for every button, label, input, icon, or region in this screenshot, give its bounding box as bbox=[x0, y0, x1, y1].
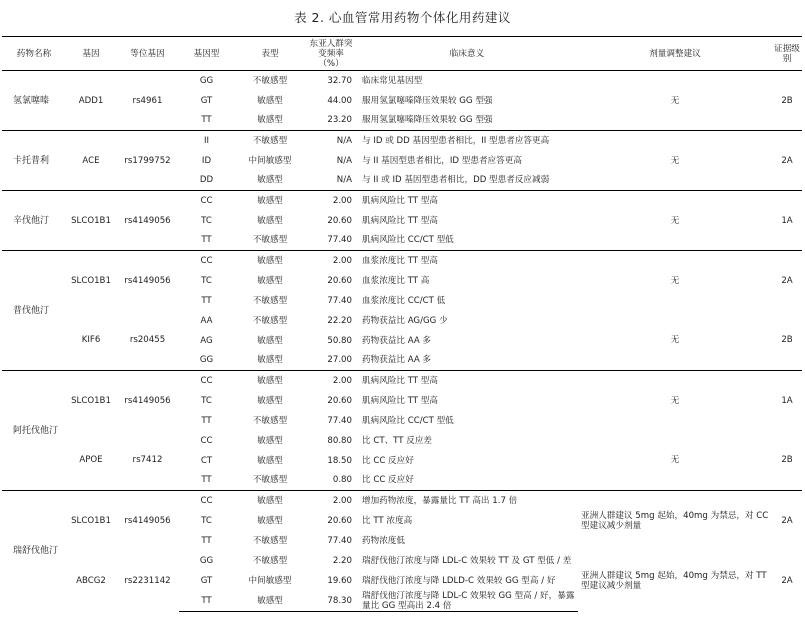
dose-advice-cell: 无 bbox=[578, 371, 772, 431]
locus-cell: rs4149056 bbox=[116, 491, 179, 551]
gene-cell: SLCO1B1 bbox=[66, 251, 116, 311]
frequency-cell: 27.00 bbox=[327, 355, 352, 366]
gene-cell: ABCG2 bbox=[76, 575, 106, 586]
table-row bbox=[2, 71, 802, 91]
genotype-cell: TT bbox=[201, 415, 212, 426]
phenotype-cell: 敏感型 bbox=[234, 251, 306, 271]
genotype-cell: TC bbox=[201, 395, 212, 406]
genotype-cell: TT bbox=[201, 115, 212, 126]
table-body bbox=[2, 71, 802, 612]
frequency-cell: N/A bbox=[336, 175, 352, 186]
genotype-cell: ID bbox=[201, 155, 212, 166]
frequency-cell: 2.00 bbox=[306, 491, 356, 511]
clinical-meaning-cell: 血浆浓度比 TT 型高 bbox=[356, 251, 578, 271]
clinical-meaning-cell: 瑞舒伐他汀浓度与降 LDLD-C 效果较 GG 型高 / 好 bbox=[362, 575, 556, 586]
frequency-cell: N/A bbox=[306, 131, 356, 151]
table-row bbox=[2, 491, 802, 511]
frequency-cell: 77.40 bbox=[327, 235, 352, 246]
clinical-meaning-cell: 肌病风险比 TT 型高 bbox=[362, 395, 438, 406]
evidence-level-cell: 2B bbox=[772, 71, 802, 131]
phenotype-cell: 敏感型 bbox=[257, 355, 283, 366]
frequency-cell: 18.50 bbox=[327, 455, 352, 466]
frequency-cell: 80.80 bbox=[327, 435, 352, 446]
genotype-cell: GG bbox=[199, 555, 214, 566]
phenotype-cell: 中间敏感型 bbox=[248, 575, 292, 586]
dose-advice-cell: 亚洲人群建议 5mg 起始，40mg 为禁忌，对 TT 型建议减少剂量 bbox=[581, 570, 767, 591]
frequency-cell: 22.20 bbox=[327, 315, 352, 326]
clinical-meaning-cell: 与 II 基因型患者相比，ID 型患者应答更高 bbox=[362, 155, 522, 166]
header-clinical-meaning: 临床意义 bbox=[356, 37, 578, 71]
genotype-cell: GG bbox=[179, 71, 234, 91]
dose-advice-cell: 无 bbox=[578, 251, 772, 311]
phenotype-cell: 不敏感型 bbox=[252, 475, 288, 486]
evidence-level-cell: 2B bbox=[781, 335, 793, 346]
locus-cell: rs4961 bbox=[116, 71, 179, 131]
drug-name-cell: 辛伐他汀 bbox=[2, 191, 66, 251]
phenotype-cell: 不敏感型 bbox=[252, 235, 288, 246]
phenotype-cell: 敏感型 bbox=[257, 115, 283, 126]
phenotype-cell: 不敏感型 bbox=[252, 555, 288, 566]
genotype-cell: AA bbox=[200, 315, 213, 326]
drug-name-cell: 普伐他汀 bbox=[2, 251, 66, 371]
drug-name-cell: 卡托普利 bbox=[2, 131, 66, 191]
clinical-meaning-cell: 比 CT、TT 反应差 bbox=[362, 435, 433, 446]
genotype-cell: CC bbox=[200, 435, 213, 446]
genotype-cell: CT bbox=[200, 455, 213, 466]
clinical-meaning-cell: 临床常见基因型 bbox=[356, 71, 578, 91]
frequency-cell: 0.80 bbox=[332, 475, 352, 486]
header-locus: 等位基因 bbox=[116, 37, 179, 71]
clinical-meaning-cell: 肌病风险比 TT 型高 bbox=[356, 191, 578, 211]
gene-cell: APOE bbox=[79, 455, 103, 466]
locus-cell: rs20455 bbox=[129, 335, 166, 346]
gene-cell: SLCO1B1 bbox=[66, 191, 116, 251]
frequency-cell: 19.60 bbox=[327, 575, 352, 586]
phenotype-cell: 敏感型 bbox=[257, 275, 283, 286]
locus-cell: rs1799752 bbox=[116, 131, 179, 191]
header-row bbox=[2, 37, 802, 71]
frequency-cell: 32.70 bbox=[306, 71, 356, 91]
genotype-cell: GT bbox=[200, 95, 213, 106]
frequency-cell: 2.00 bbox=[306, 251, 356, 271]
frequency-cell: 20.60 bbox=[327, 275, 352, 286]
clinical-meaning-cell: 肌病风险比 CC/CT 型低 bbox=[362, 415, 454, 426]
header-evidence-level: 证据级别 bbox=[772, 37, 802, 71]
table-row bbox=[2, 191, 802, 211]
frequency-cell: 44.00 bbox=[327, 95, 352, 106]
evidence-level-cell: 1A bbox=[772, 371, 802, 431]
phenotype-cell: 敏感型 bbox=[257, 175, 283, 186]
frequency-cell: 77.40 bbox=[327, 535, 352, 546]
clinical-meaning-cell: 服用氢氯噻嗪降压效果较 GG 型强 bbox=[362, 95, 493, 106]
phenotype-cell: 敏感型 bbox=[234, 491, 306, 511]
genotype-cell: TC bbox=[201, 215, 212, 226]
phenotype-cell: 敏感型 bbox=[257, 95, 283, 106]
header-drug: 药物名称 bbox=[2, 37, 66, 71]
header-genotype: 基因型 bbox=[179, 37, 234, 71]
clinical-meaning-cell: 比 CC 反应好 bbox=[362, 475, 414, 486]
clinical-meaning-cell: 肌病风险比 CC/CT 型低 bbox=[362, 235, 454, 246]
phenotype-cell: 敏感型 bbox=[234, 591, 306, 612]
evidence-level-cell: 2A bbox=[772, 251, 802, 311]
gene-cell: ADD1 bbox=[66, 71, 116, 131]
clinical-meaning-cell: 瑞舒伐他汀浓度与降 LDL-C 效果较 GG 型高 / 好，暴露量比 GG 型高出 2.4 倍 bbox=[356, 591, 578, 612]
clinical-meaning-cell: 药物获益比 AA 多 bbox=[362, 335, 432, 346]
phenotype-cell: 敏感型 bbox=[234, 191, 306, 211]
frequency-cell: 77.40 bbox=[327, 415, 352, 426]
header-dose-advice: 剂量调整建议 bbox=[578, 37, 772, 71]
gene-cell: SLCO1B1 bbox=[66, 371, 116, 431]
frequency-cell: N/A bbox=[336, 155, 352, 166]
dose-advice-cell: 无 bbox=[670, 455, 680, 466]
genotype-cell: CC bbox=[179, 371, 234, 391]
gene-cell: SLCO1B1 bbox=[66, 491, 116, 551]
clinical-meaning-cell: 与 ID 或 DD 基因型患者相比，II 型患者应答更高 bbox=[356, 131, 578, 151]
genotype-cell: TT bbox=[201, 475, 212, 486]
clinical-meaning-cell: 血浆浓度比 TT 高 bbox=[362, 275, 430, 286]
phenotype-cell: 敏感型 bbox=[257, 455, 283, 466]
genotype-cell: TC bbox=[201, 515, 212, 526]
phenotype-cell: 敏感型 bbox=[257, 215, 283, 226]
dose-advice-cell: 无 bbox=[578, 191, 772, 251]
table-row bbox=[2, 371, 802, 391]
dosing-table bbox=[2, 36, 802, 612]
frequency-cell: 20.60 bbox=[327, 395, 352, 406]
genotype-cell: TC bbox=[201, 275, 212, 286]
table-row bbox=[2, 311, 802, 331]
clinical-meaning-cell: 肌病风险比 TT 型高 bbox=[356, 371, 578, 391]
phenotype-cell: 敏感型 bbox=[257, 335, 283, 346]
drug-name-cell: 阿托伐他汀 bbox=[2, 371, 66, 491]
drug-name-cell: 氢氯噻嗪 bbox=[2, 71, 66, 131]
genotype-cell: DD bbox=[199, 175, 214, 186]
genotype-cell: GT bbox=[200, 575, 213, 586]
clinical-meaning-cell: 与 II 或 ID 基因型患者相比，DD 型患者反应减弱 bbox=[362, 175, 550, 186]
header-frequency: 东亚人群突变频率（%） bbox=[306, 37, 356, 71]
genotype-cell: CC bbox=[179, 491, 234, 511]
genotype-cell: TT bbox=[201, 295, 212, 306]
locus-cell: rs7412 bbox=[132, 455, 163, 466]
genotype-cell: CC bbox=[179, 191, 234, 211]
header-phenotype: 表型 bbox=[234, 37, 306, 71]
frequency-cell: 2.20 bbox=[332, 555, 352, 566]
clinical-meaning-cell: 药物获益比 AA 多 bbox=[362, 355, 432, 366]
phenotype-cell: 不敏感型 bbox=[252, 535, 288, 546]
frequency-cell: 77.40 bbox=[327, 295, 352, 306]
genotype-cell: TT bbox=[201, 235, 212, 246]
dose-advice-cell: 无 bbox=[670, 335, 680, 346]
drug-name-cell: 瑞舒伐他汀 bbox=[2, 491, 66, 612]
frequency-cell: 78.30 bbox=[306, 591, 356, 612]
evidence-level-cell: 2A bbox=[772, 491, 802, 551]
clinical-meaning-cell: 肌病风险比 TT 型高 bbox=[362, 215, 438, 226]
genotype-cell: TT bbox=[201, 535, 212, 546]
genotype-cell: II bbox=[179, 131, 234, 151]
evidence-level-cell: 1A bbox=[772, 191, 802, 251]
phenotype-cell: 敏感型 bbox=[257, 515, 283, 526]
phenotype-cell: 不敏感型 bbox=[252, 415, 288, 426]
dose-advice-cell: 亚洲人群建议 5mg 起始，40mg 为禁忌，对 CC 型建议减少剂量 bbox=[578, 491, 772, 551]
clinical-meaning-cell: 比 TT 浓度高 bbox=[362, 515, 413, 526]
phenotype-cell: 敏感型 bbox=[234, 371, 306, 391]
locus-cell: rs4149056 bbox=[116, 191, 179, 251]
clinical-meaning-cell: 比 CC 反应好 bbox=[362, 455, 414, 466]
header-gene: 基因 bbox=[66, 37, 116, 71]
evidence-level-cell: 2A bbox=[781, 575, 793, 586]
phenotype-cell: 不敏感型 bbox=[234, 131, 306, 151]
clinical-meaning-cell: 服用氢氯噻嗪降压效果较 GG 型强 bbox=[362, 115, 493, 126]
clinical-meaning-cell: 血浆浓度比 CC/CT 低 bbox=[362, 295, 446, 306]
clinical-meaning-cell: 药物浓度低 bbox=[362, 535, 405, 546]
genotype-cell: AG bbox=[200, 335, 213, 346]
phenotype-cell: 不敏感型 bbox=[252, 315, 288, 326]
genotype-cell: TT bbox=[179, 591, 234, 612]
evidence-level-cell: 2B bbox=[781, 455, 793, 466]
dose-advice-cell: 无 bbox=[578, 131, 772, 191]
table-row bbox=[2, 251, 802, 271]
frequency-cell: 20.60 bbox=[327, 515, 352, 526]
clinical-meaning-cell: 瑞舒伐他汀浓度与降 LDL-C 效果较 TT 及 GT 型低 / 差 bbox=[362, 555, 572, 566]
locus-cell: rs4149056 bbox=[116, 371, 179, 431]
table-row bbox=[2, 551, 802, 571]
frequency-cell: 20.60 bbox=[327, 215, 352, 226]
genotype-cell: CC bbox=[179, 251, 234, 271]
gene-cell: ACE bbox=[66, 131, 116, 191]
table-row bbox=[2, 431, 802, 451]
table-row bbox=[2, 131, 802, 151]
evidence-level-cell: 2A bbox=[772, 131, 802, 191]
locus-cell: rs4149056 bbox=[116, 251, 179, 311]
phenotype-cell: 不敏感型 bbox=[252, 295, 288, 306]
dose-advice-cell: 无 bbox=[578, 71, 772, 131]
phenotype-cell: 不敏感型 bbox=[234, 71, 306, 91]
gene-cell: KIF6 bbox=[81, 335, 101, 346]
frequency-cell: 2.00 bbox=[306, 191, 356, 211]
phenotype-cell: 敏感型 bbox=[257, 435, 283, 446]
genotype-cell: GG bbox=[199, 355, 214, 366]
phenotype-cell: 敏感型 bbox=[257, 395, 283, 406]
frequency-cell: 23.20 bbox=[327, 115, 352, 126]
phenotype-cell: 中间敏感型 bbox=[248, 155, 292, 166]
clinical-meaning-cell: 药物获益比 AG/GG 少 bbox=[362, 315, 448, 326]
frequency-cell: 50.80 bbox=[327, 335, 352, 346]
clinical-meaning-cell: 增加药物浓度，暴露量比 TT 高出 1.7 倍 bbox=[356, 491, 578, 511]
frequency-cell: 2.00 bbox=[306, 371, 356, 391]
locus-cell: rs2231142 bbox=[124, 575, 171, 586]
table-caption: 表 2. 心血管常用药物个体化用药建议 bbox=[294, 10, 511, 25]
